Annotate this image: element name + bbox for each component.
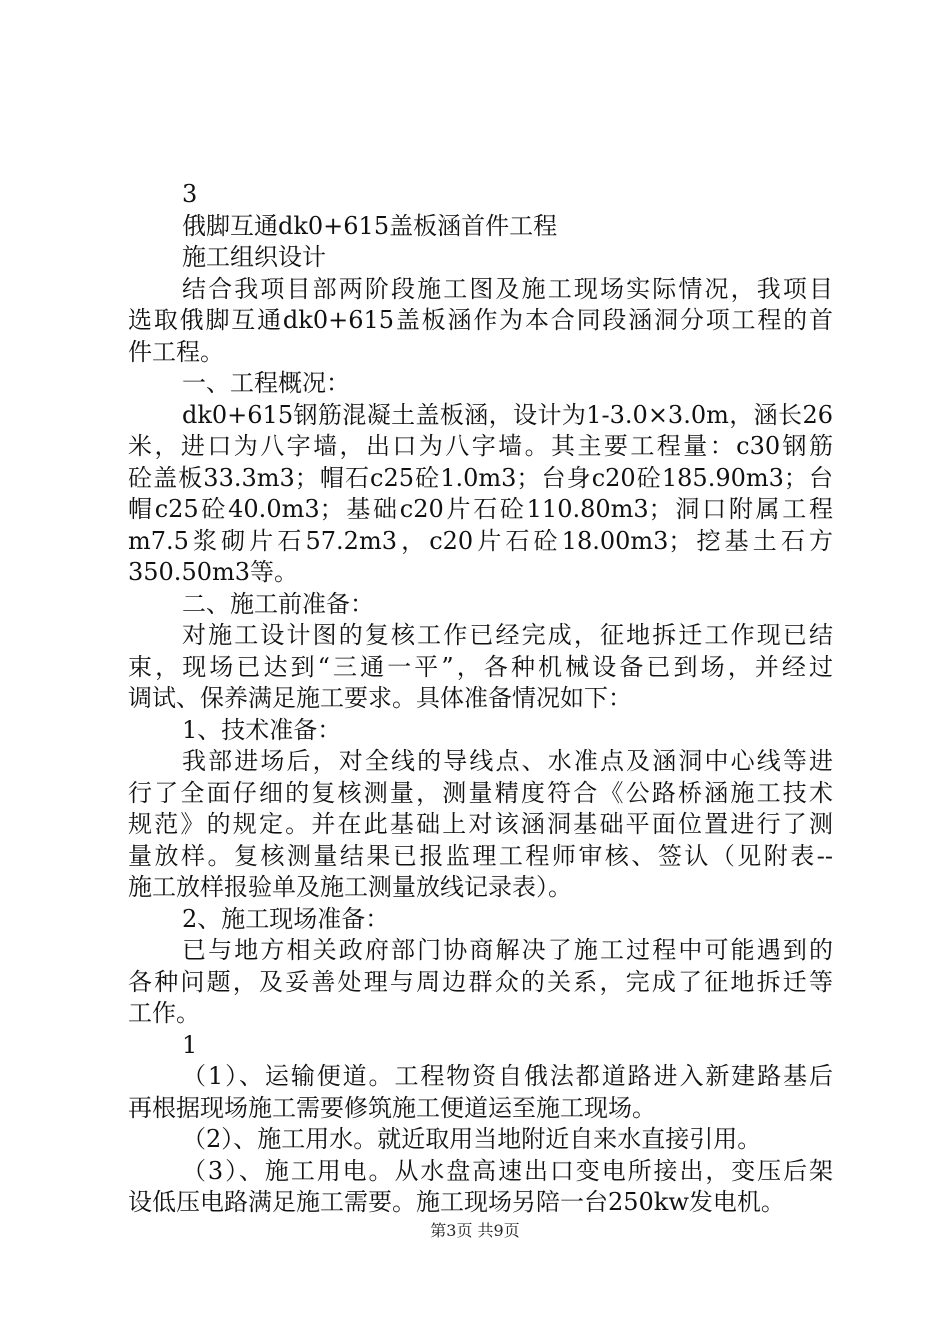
text-line: 件工程。 <box>128 337 224 366</box>
text-line: m7.5浆砌片石57.2m3，c20片石砼18.00m3；挖基土石方 <box>128 526 833 555</box>
document-body <box>128 179 833 1219</box>
text-line: 施工组织设计 <box>182 243 326 271</box>
text-line: 我部进场后，对全线的导线点、水准点及涵洞中心线等进 <box>182 747 833 775</box>
text-line: 选取俄脚互通dk0+615盖板涵作为本合同段涵洞分项工程的首 <box>128 306 833 334</box>
text-line: 二、施工前准备： <box>182 589 374 618</box>
text-line: 各种问题，及妥善处理与周边群众的关系，完成了征地拆迁等 <box>128 967 833 996</box>
text-line: （3）、施工用电。从水盘高速出口变电所接出，变压后架 <box>182 1156 833 1185</box>
text-line: 一、工程概况： <box>182 369 350 397</box>
text-line: 米，进口为八字墙，出口为八字墙。其主要工程量：c30钢筋 <box>128 432 833 460</box>
text-line: 对施工设计图的复核工作已经完成，征地拆迁工作现已结 <box>182 621 833 649</box>
text-line: 调试、保养满足施工要求。具体准备情况如下： <box>128 684 632 712</box>
text-line: 规范》的规定。并在此基础上对该涵洞基础平面位置进行了测 <box>128 810 833 838</box>
text-line: 量放样。复核测量结果已报监理工程师审核、签认（见附表-- <box>128 841 833 870</box>
text-line: 砼盖板33.3m3；帽石c25砼1.0m3；台身c20砼185.90m3；台 <box>128 463 833 492</box>
text-line: 行了全面仔细的复核测量，测量精度符合《公路桥涵施工技术 <box>128 778 833 807</box>
text-line: 350.50m3等。 <box>128 558 299 586</box>
text-line: 1 <box>182 1030 198 1059</box>
text-line: （1）、运输便道。工程物资自俄法都道路进入新建路基后 <box>182 1062 833 1090</box>
text-line: 2、施工现场准备： <box>182 904 390 933</box>
text-line: 3 <box>182 180 198 208</box>
page-footer: 第3页 共9页 <box>430 1221 520 1240</box>
text-line: 施工放样报验单及施工测量放线记录表）。 <box>128 873 572 901</box>
text-line: 已与地方相关政府部门协商解决了施工过程中可能遇到的 <box>182 936 833 964</box>
text-line: 工作。 <box>128 999 200 1027</box>
text-line: 结合我项目部两阶段施工图及施工现场实际情况，我项目 <box>182 274 833 303</box>
text-line: 俄脚互通dk0+615盖板涵首件工程 <box>182 211 558 240</box>
text-line: 再根据现场施工需要修筑施工便道运至施工现场。 <box>128 1093 656 1122</box>
text-line: 束，现场已达到“三通一平”，各种机械设备已到场，并经过 <box>128 652 833 681</box>
text-line: 帽c25砼40.0m3；基础c20片石砼110.80m3；洞口附属工程 <box>128 495 833 523</box>
text-line: dk0+615钢筋混凝土盖板涵，设计为1-3.0×3.0m，涵长26 <box>182 400 833 429</box>
text-line: 设低压电路满足施工需要。施工现场另陪一台250kw发电机。 <box>128 1188 785 1216</box>
text-line: （2）、施工用水。就近取用当地附近自来水直接引用。 <box>182 1125 762 1153</box>
text-line: 1、技术准备： <box>182 715 342 744</box>
